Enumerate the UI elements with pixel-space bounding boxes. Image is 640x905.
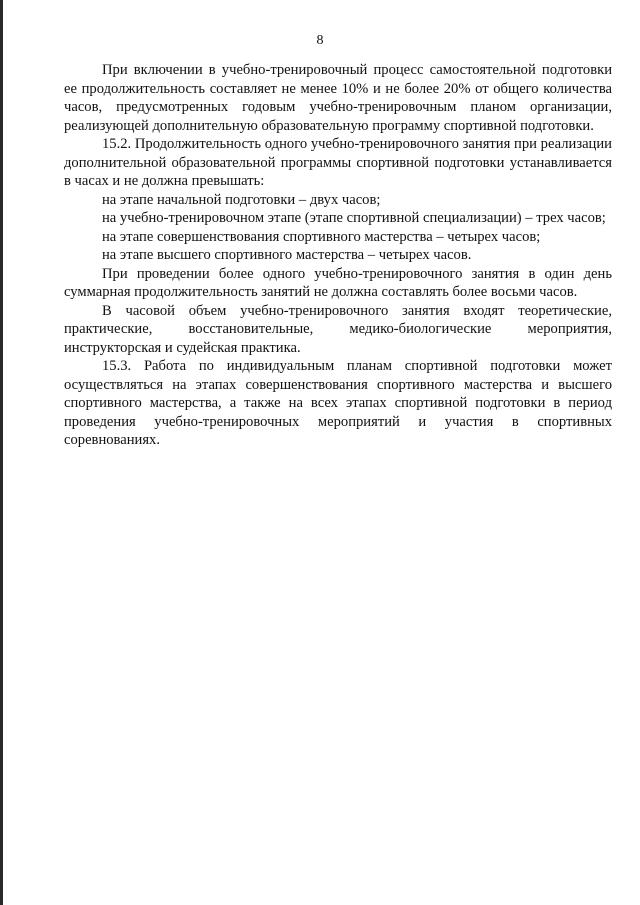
list-item-training-stage: на учебно-тренировочном этапе (этапе спортивной специализации) – трех часов; xyxy=(102,210,606,226)
paragraph-self-training: При включении в учебно-тренировочный процесс самостоятельной подготовки ее продолжительность составляет не менее 10% и не более 20% от общего количества часов, предусмотренных годовым учебно-тренировочным планом организации, реализующей дополнительную образовательную программу спортивной подготовки. xyxy=(64,62,612,134)
paragraph-15-2: 15.2. Продолжительность одного учебно-тренировочного занятия при реализации дополнительной образовательной программы спортивной подготовки устанавливается в часах и не должна превышать: xyxy=(64,136,612,189)
paragraph-multiple-sessions: При проведении более одного учебно-тренировочного занятия в один день суммарная продолжительность занятий не должна составлять более восьми часов. xyxy=(64,265,612,300)
list-item-higher-mastery-stage: на этапе высшего спортивного мастерства – четырех часов. xyxy=(102,247,472,263)
paragraph-15-3: 15.3. Работа по индивидуальным планам спортивной подготовки может осуществляться на этапах совершенствования спортивного мастерства и высшего спортивного мастерства, а также на всех этапах спортивной подготовки в период проведения учебно-тренировочных мероприятий и участия в спортивных соревнованиях. xyxy=(64,358,612,448)
scan-edge xyxy=(0,0,3,905)
page-number: 8 xyxy=(316,33,324,48)
list-item-initial-stage: на этапе начальной подготовки – двух часов; xyxy=(102,191,381,208)
paragraph-hourly-volume: В часовой объем учебно-тренировочного занятия входят теоретические, практические, восстановительные, медико-биологические мероприятия, инструкторская и судейская практика. xyxy=(64,302,612,356)
list-item-improvement-stage: на этапе совершенствования спортивного мастерства – четырех часов; xyxy=(102,228,541,245)
document-body xyxy=(64,61,612,450)
